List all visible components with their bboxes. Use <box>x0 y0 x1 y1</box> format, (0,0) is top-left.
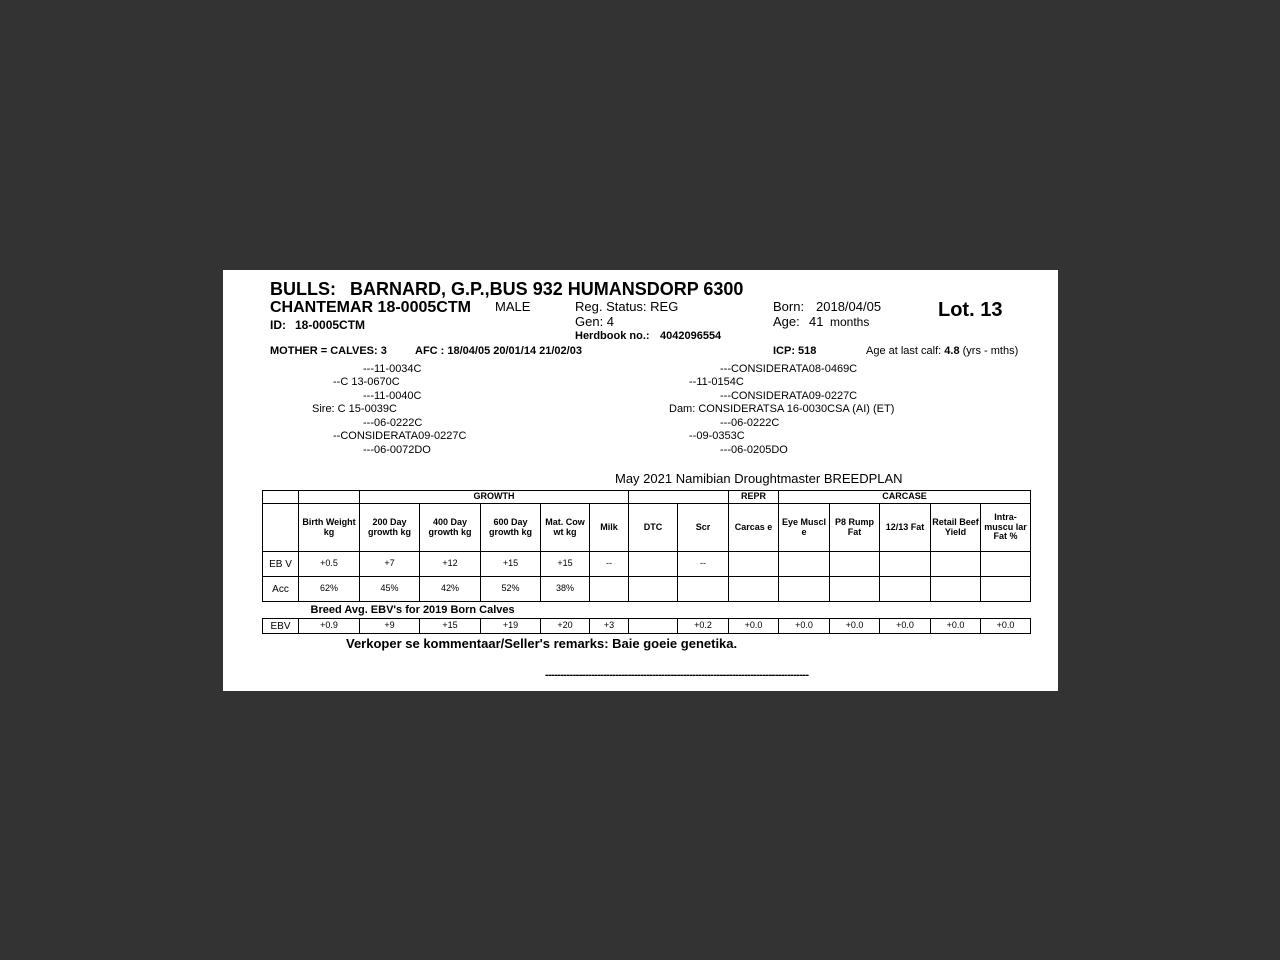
column-header: 600 Day growth kg <box>481 504 541 552</box>
column-header: 200 Day growth kg <box>360 504 420 552</box>
dam-pedigree-line: ---CONSIDERATA08-0469C <box>720 363 858 375</box>
seller-remarks: Verkoper se kommentaar/Seller's remarks: Baie goeie genetika. <box>346 636 738 651</box>
breed-avg-cell: +0.0 <box>931 619 981 634</box>
ebv-cell <box>779 552 830 577</box>
born-label: Born: <box>773 299 805 314</box>
acc-cell <box>880 577 931 602</box>
id-value: 18-0005CTM <box>295 318 366 332</box>
acc-cell: 42% <box>420 577 481 602</box>
breed-avg-cell: +3 <box>590 619 629 634</box>
group-growth: GROWTH <box>360 491 629 504</box>
ebv-cell: +15 <box>481 552 541 577</box>
ebv-cell <box>981 552 1031 577</box>
acc-cell <box>779 577 830 602</box>
bulls-label: BULLS: <box>270 279 336 299</box>
column-header: DTC <box>629 504 678 552</box>
age-value: 41 <box>809 314 824 329</box>
ebv-cell <box>830 552 880 577</box>
ebv-cell: +0.5 <box>299 552 360 577</box>
column-header: Eye Muscl e <box>779 504 830 552</box>
sire-name: Sire: C 15-0039C <box>312 403 397 415</box>
breed-avg-cell: +0.9 <box>299 619 360 634</box>
acc-cell: 62% <box>299 577 360 602</box>
dam-name: Dam: CONSIDERATSA 16-0030CSA (AI) (ET) <box>669 403 895 415</box>
sire-pedigree-line: ---11-0034C <box>363 363 422 375</box>
acc-cell <box>729 577 779 602</box>
column-header: Retail Beef Yield <box>931 504 981 552</box>
column-header: Scr <box>678 504 729 552</box>
reg-status: Reg. Status: REG <box>575 299 679 314</box>
age-last-calf-unit: (yrs - mths) <box>962 345 1019 357</box>
age-last-calf-label: Age at last calf: <box>866 345 942 357</box>
column-header: 400 Day growth kg <box>420 504 481 552</box>
table-group-empty <box>299 491 360 504</box>
signature-line: -------------------------------------------------------------------------------------- <box>545 669 809 681</box>
group-carcase: CARCASE <box>779 491 1031 504</box>
acc-row-label: Acc <box>263 577 299 602</box>
acc-cell <box>629 577 678 602</box>
breedplan-title: May 2021 Namibian Droughtmaster BREEDPLAN <box>615 471 903 486</box>
ebv-cell: +15 <box>541 552 590 577</box>
mother-calves: MOTHER = CALVES: 3 <box>270 345 387 357</box>
ebv-row-label: EB V <box>263 552 299 577</box>
herdbook-value: 4042096554 <box>660 330 722 342</box>
sire-pedigree-line: ---06-0222C <box>363 417 423 429</box>
breed-avg-cell: +0.0 <box>830 619 880 634</box>
dam-pedigree-line: ---06-0222C <box>720 417 780 429</box>
ebv-cell: +12 <box>420 552 481 577</box>
generation: Gen: 4 <box>575 314 615 329</box>
sale-catalogue-page <box>223 270 1058 691</box>
age-unit: months <box>830 315 870 329</box>
breed-avg-cell: +0.0 <box>880 619 931 634</box>
table-corner <box>263 504 299 552</box>
column-header: P8 Rump Fat <box>830 504 880 552</box>
breed-avg-cell: +0.2 <box>678 619 729 634</box>
ebv-cell <box>931 552 981 577</box>
sire-pedigree-line: ---06-0072DO <box>363 444 431 456</box>
breed-avg-cell: +20 <box>541 619 590 634</box>
acc-cell <box>830 577 880 602</box>
acc-cell <box>931 577 981 602</box>
born-value: 2018/04/05 <box>816 299 882 314</box>
acc-cell: 45% <box>360 577 420 602</box>
ebv-cell <box>729 552 779 577</box>
breed-avg-row <box>263 619 1031 634</box>
breed-avg-row-label: EBV <box>263 619 299 634</box>
herdbook-label: Herdbook no.: <box>575 330 650 342</box>
breed-avg-cell: +19 <box>481 619 541 634</box>
column-header: Mat. Cow wt kg <box>541 504 590 552</box>
sire-pedigree-line: --C 13-0670C <box>333 376 400 388</box>
animal-sex: MALE <box>495 299 531 314</box>
dam-pedigree-line: --09-0353C <box>689 430 745 442</box>
breed-avg-cell: +9 <box>360 619 420 634</box>
column-header: Intra- muscu lar Fat % <box>981 504 1031 552</box>
table-group-row <box>263 491 1031 504</box>
afc-dates: AFC : 18/04/05 20/01/14 21/02/03 <box>415 345 582 357</box>
column-header: Birth Weight kg <box>299 504 360 552</box>
lot-number: Lot. 13 <box>938 299 1003 321</box>
ebv-row <box>263 552 1031 577</box>
acc-cell <box>981 577 1031 602</box>
ebv-cell: +7 <box>360 552 420 577</box>
age-label: Age: <box>773 314 800 329</box>
acc-cell <box>678 577 729 602</box>
sire-pedigree-line: ---11-0040C <box>363 390 422 402</box>
dam-pedigree-line: --11-0154C <box>689 376 744 388</box>
animal-name: CHANTEMAR 18-0005CTM <box>270 299 471 316</box>
dam-pedigree-line: ---06-0205DO <box>720 444 788 456</box>
acc-row <box>263 577 1031 602</box>
table-header-row <box>263 504 1031 552</box>
acc-cell <box>590 577 629 602</box>
column-header: Milk <box>590 504 629 552</box>
dam-pedigree-line: ---CONSIDERATA09-0227C <box>720 390 858 402</box>
column-header: 12/13 Fat <box>880 504 931 552</box>
group-repr: REPR <box>729 491 779 504</box>
ebv-cell: -- <box>678 552 729 577</box>
ebv-table <box>262 490 1031 634</box>
ebv-cell: -- <box>590 552 629 577</box>
ebv-cell <box>629 552 678 577</box>
breed-avg-cell: +0.0 <box>981 619 1031 634</box>
acc-cell: 52% <box>481 577 541 602</box>
icp-value: ICP: 518 <box>773 345 817 357</box>
table-corner <box>263 491 299 504</box>
table-group-empty <box>629 491 729 504</box>
breed-avg-cell <box>629 619 678 634</box>
age-last-calf-value: 4.8 <box>944 345 960 357</box>
id-label: ID: <box>270 318 286 332</box>
breed-avg-cell: +0.0 <box>729 619 779 634</box>
breed-avg-cell: +0.0 <box>779 619 830 634</box>
sire-pedigree-line: --CONSIDERATA09-0227C <box>333 430 467 442</box>
age-last-calf <box>866 345 1018 357</box>
breed-avg-title-row <box>263 602 1031 619</box>
column-header: Carcas e <box>729 504 779 552</box>
ebv-cell <box>880 552 931 577</box>
acc-cell: 38% <box>541 577 590 602</box>
breed-avg-cell: +15 <box>420 619 481 634</box>
breeder-name: BARNARD, G.P.,BUS 932 HUMANSDORP 6300 <box>350 279 744 299</box>
breed-avg-title: Breed Avg. EBV's for 2019 Born Calves <box>263 602 1031 619</box>
